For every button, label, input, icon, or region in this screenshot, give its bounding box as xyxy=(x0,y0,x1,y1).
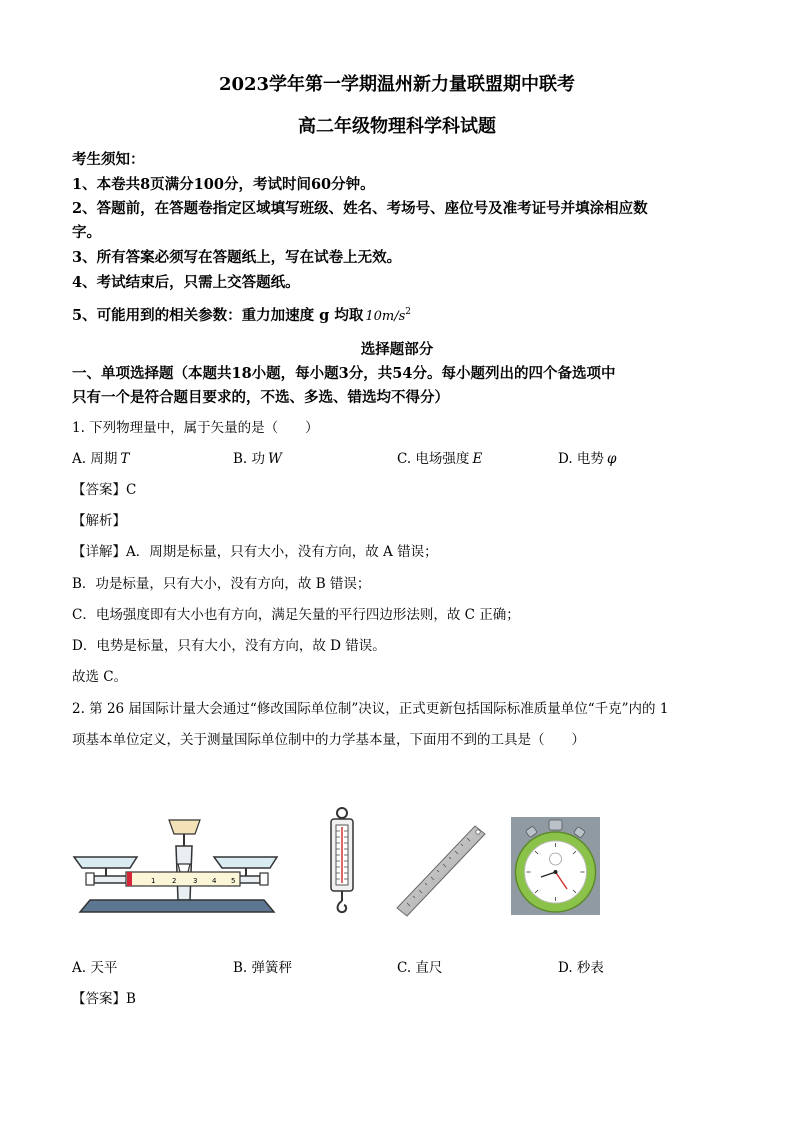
q1-option-b xyxy=(233,447,282,467)
q2-option-d: D. 秒表 xyxy=(558,960,604,976)
notice-item-5-text: 5、可能用到的相关参数：重力加速度 g 均取 xyxy=(72,307,364,324)
scale-tick-4: 4 xyxy=(212,877,217,885)
part1-instruction-1: 一、单项选择题（本题共18小题，每小题3分，共54分。每小题列出的四个备选项中 xyxy=(72,365,616,382)
gravity-value: 10m/s xyxy=(365,309,406,324)
q1-answer xyxy=(72,478,136,498)
q1-stem: 1. 下列物理量中，属于矢量的是（ ） xyxy=(72,420,319,436)
stopwatch-figure xyxy=(511,817,600,915)
q1-detail-1 xyxy=(72,540,438,560)
exam-title: 2023学年第一学期温州新力量联盟期中联考 xyxy=(218,74,576,95)
gravity-exponent: 2 xyxy=(405,307,411,318)
q1-detail-4: D．电势是标量，只有大小，没有方向，故 D 错误。 xyxy=(72,638,386,654)
q2-option-b: B. 弹簧秤 xyxy=(233,960,293,976)
part1-instruction-2: 只有一个是符合题目要求的，不选、多选、错选均不得分） xyxy=(72,389,449,406)
exam-subtitle: 高二年级物理科学科试题 xyxy=(298,116,496,137)
q2-stem-2: 项基本单位定义，关于测量国际单位制中的力学基本量，下面用不到的工具是（ ） xyxy=(72,732,585,748)
q1-option-a-label: A. 周期 xyxy=(72,451,118,467)
scale-tick-5: 5 xyxy=(231,877,236,885)
q1-detail-text-1: A．周期是标量，只有大小，没有方向，故 A 错误； xyxy=(126,544,438,560)
section-title: 选择题部分 xyxy=(360,341,434,358)
q2-answer-tag: 【答案】 xyxy=(72,991,126,1007)
scale-tick-2: 2 xyxy=(172,877,177,885)
q1-option-b-label: B. 功 xyxy=(233,451,266,467)
notice-item-2: 2、答题前，在答题卷指定区域填写班级、姓名、考场号、座位号及准考证号并填涂相应数 xyxy=(72,200,648,217)
notice-heading: 考生须知： xyxy=(72,151,145,168)
q1-option-d xyxy=(558,447,616,467)
q1-option-c-label: C. 电场强度 xyxy=(397,451,470,467)
notice-item-3: 3、所有答案必须写在答题纸上，写在试卷上无效。 xyxy=(72,249,402,266)
scale-tick-1: 1 xyxy=(151,877,156,885)
q1-answer-tag: 【答案】 xyxy=(72,482,126,498)
spring-balance-figure xyxy=(325,805,359,917)
q2-stem-1: 2. 第 26 届国际计量大会通过“修改国际单位制”决议，正式更新包括国际标准质量单位“千克”内的 1 xyxy=(72,701,669,717)
q1-option-b-symbol: W xyxy=(268,451,282,467)
q2-answer-value: B xyxy=(126,991,136,1007)
q2-option-a: A. 天平 xyxy=(72,960,118,976)
scale-tick-3: 3 xyxy=(193,877,198,885)
q1-option-c xyxy=(397,447,482,467)
notice-item-5 xyxy=(72,304,411,325)
q1-conclusion: 故选 C。 xyxy=(72,669,128,685)
balance-scale-figure xyxy=(72,812,282,916)
q1-detail-tag: 【详解】 xyxy=(72,544,126,560)
q1-analysis-tag: 【解析】 xyxy=(72,513,126,529)
q1-option-a-symbol: T xyxy=(120,451,130,467)
q1-option-d-label: D. 电势 xyxy=(558,451,604,467)
q2-answer xyxy=(72,987,136,1007)
q2-option-c: C. 直尺 xyxy=(397,960,443,976)
q1-option-c-symbol: E xyxy=(472,451,483,467)
q1-option-a xyxy=(72,447,129,467)
ruler-figure xyxy=(395,824,487,918)
q1-detail-3: C．电场强度即有大小也有方向，满足矢量的平行四边形法则，故 C 正确； xyxy=(72,607,520,623)
notice-item-2-cont: 字。 xyxy=(72,224,101,241)
notice-item-1: 1、本卷共8页满分100分，考试时间60分钟。 xyxy=(72,176,375,193)
q1-answer-value: C xyxy=(126,482,137,498)
q1-option-d-symbol: φ xyxy=(606,451,617,467)
q1-detail-2: B．功是标量，只有大小，没有方向，故 B 错误； xyxy=(72,576,371,592)
notice-item-4: 4、考试结束后，只需上交答题纸。 xyxy=(72,274,300,291)
